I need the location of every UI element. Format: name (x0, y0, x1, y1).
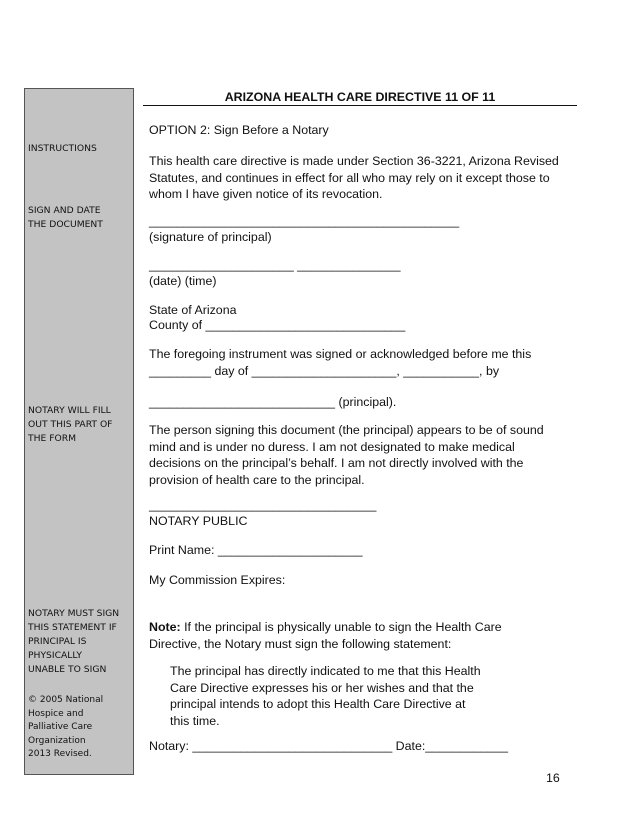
state-line: State of Arizona (149, 303, 237, 317)
county-line[interactable]: County of _____________________________ (149, 318, 406, 332)
principal-signature-label: (signature of principal) (149, 230, 272, 244)
option-heading: OPTION 2: Sign Before a Notary (149, 123, 329, 137)
sidebar-sign-and-date: SIGN AND DATE THE DOCUMENT (28, 205, 103, 230)
sidebar-notary-fill: NOTARY WILL FILL OUT THIS PART OF THE FORM (28, 405, 113, 444)
date-time-labels: (date) (time) (149, 274, 217, 288)
notary-public-label: NOTARY PUBLIC (149, 514, 248, 528)
sidebar-copyright: © 2005 National Hospice and Palliative Care Organization 2013 Revised. (28, 695, 104, 759)
instructions-sidebar (24, 88, 134, 775)
foregoing-paragraph[interactable]: The foregoing instrument was signed or acknowledged before me this _________ day of _____________________, ___________, by (149, 347, 532, 378)
notary-signature-line[interactable]: _________________________________ (149, 498, 377, 512)
statement-paragraph: The person signing this document (the principal) appears to be of sound mind and is under no duress. I am not designated to make medical decisions on the principal’s behalf. I am not directly involved with the provision of health care to the principal. (149, 423, 544, 487)
indented-statement: The principal has directly indicated to me that this Health Care Directive expresses his or her wishes and that the principal intends to adopt this Health Care Directive at this time. (170, 664, 481, 728)
title-rule (143, 105, 577, 106)
page-number: 16 (546, 771, 560, 785)
print-name-field[interactable]: Print Name: _____________________ (149, 543, 363, 557)
principal-name-line[interactable]: ___________________________ (principal). (149, 395, 397, 409)
sidebar-notary-must-sign: NOTARY MUST SIGN THIS STATEMENT IF PRINCIPAL IS PHYSICALLY UNABLE TO SIGN (28, 608, 120, 675)
page-title: ARIZONA HEALTH CARE DIRECTIVE 11 OF 11 (224, 90, 496, 104)
note-label: Note: (149, 620, 181, 634)
sidebar-instructions: INSTRUCTIONS (28, 143, 97, 154)
intro-paragraph: This health care directive is made under Section 36-3221, Arizona Revised Statutes, and continues in effect for all who may rely on it except those to whom I have given notice of its revocation. (149, 154, 559, 201)
date-time-line[interactable]: _____________________ _______________ (149, 258, 401, 272)
note-text: If the principal is physically unable to sign the Health Care Directive, the Notary must sign the following statement: (149, 620, 502, 651)
notary-date-line[interactable]: Notary: _____________________________ Date:____________ (149, 739, 508, 753)
commission-expires: My Commission Expires: (149, 573, 286, 587)
note-paragraph (149, 619, 502, 652)
principal-signature-line[interactable]: _____________________________________________ (149, 214, 460, 228)
